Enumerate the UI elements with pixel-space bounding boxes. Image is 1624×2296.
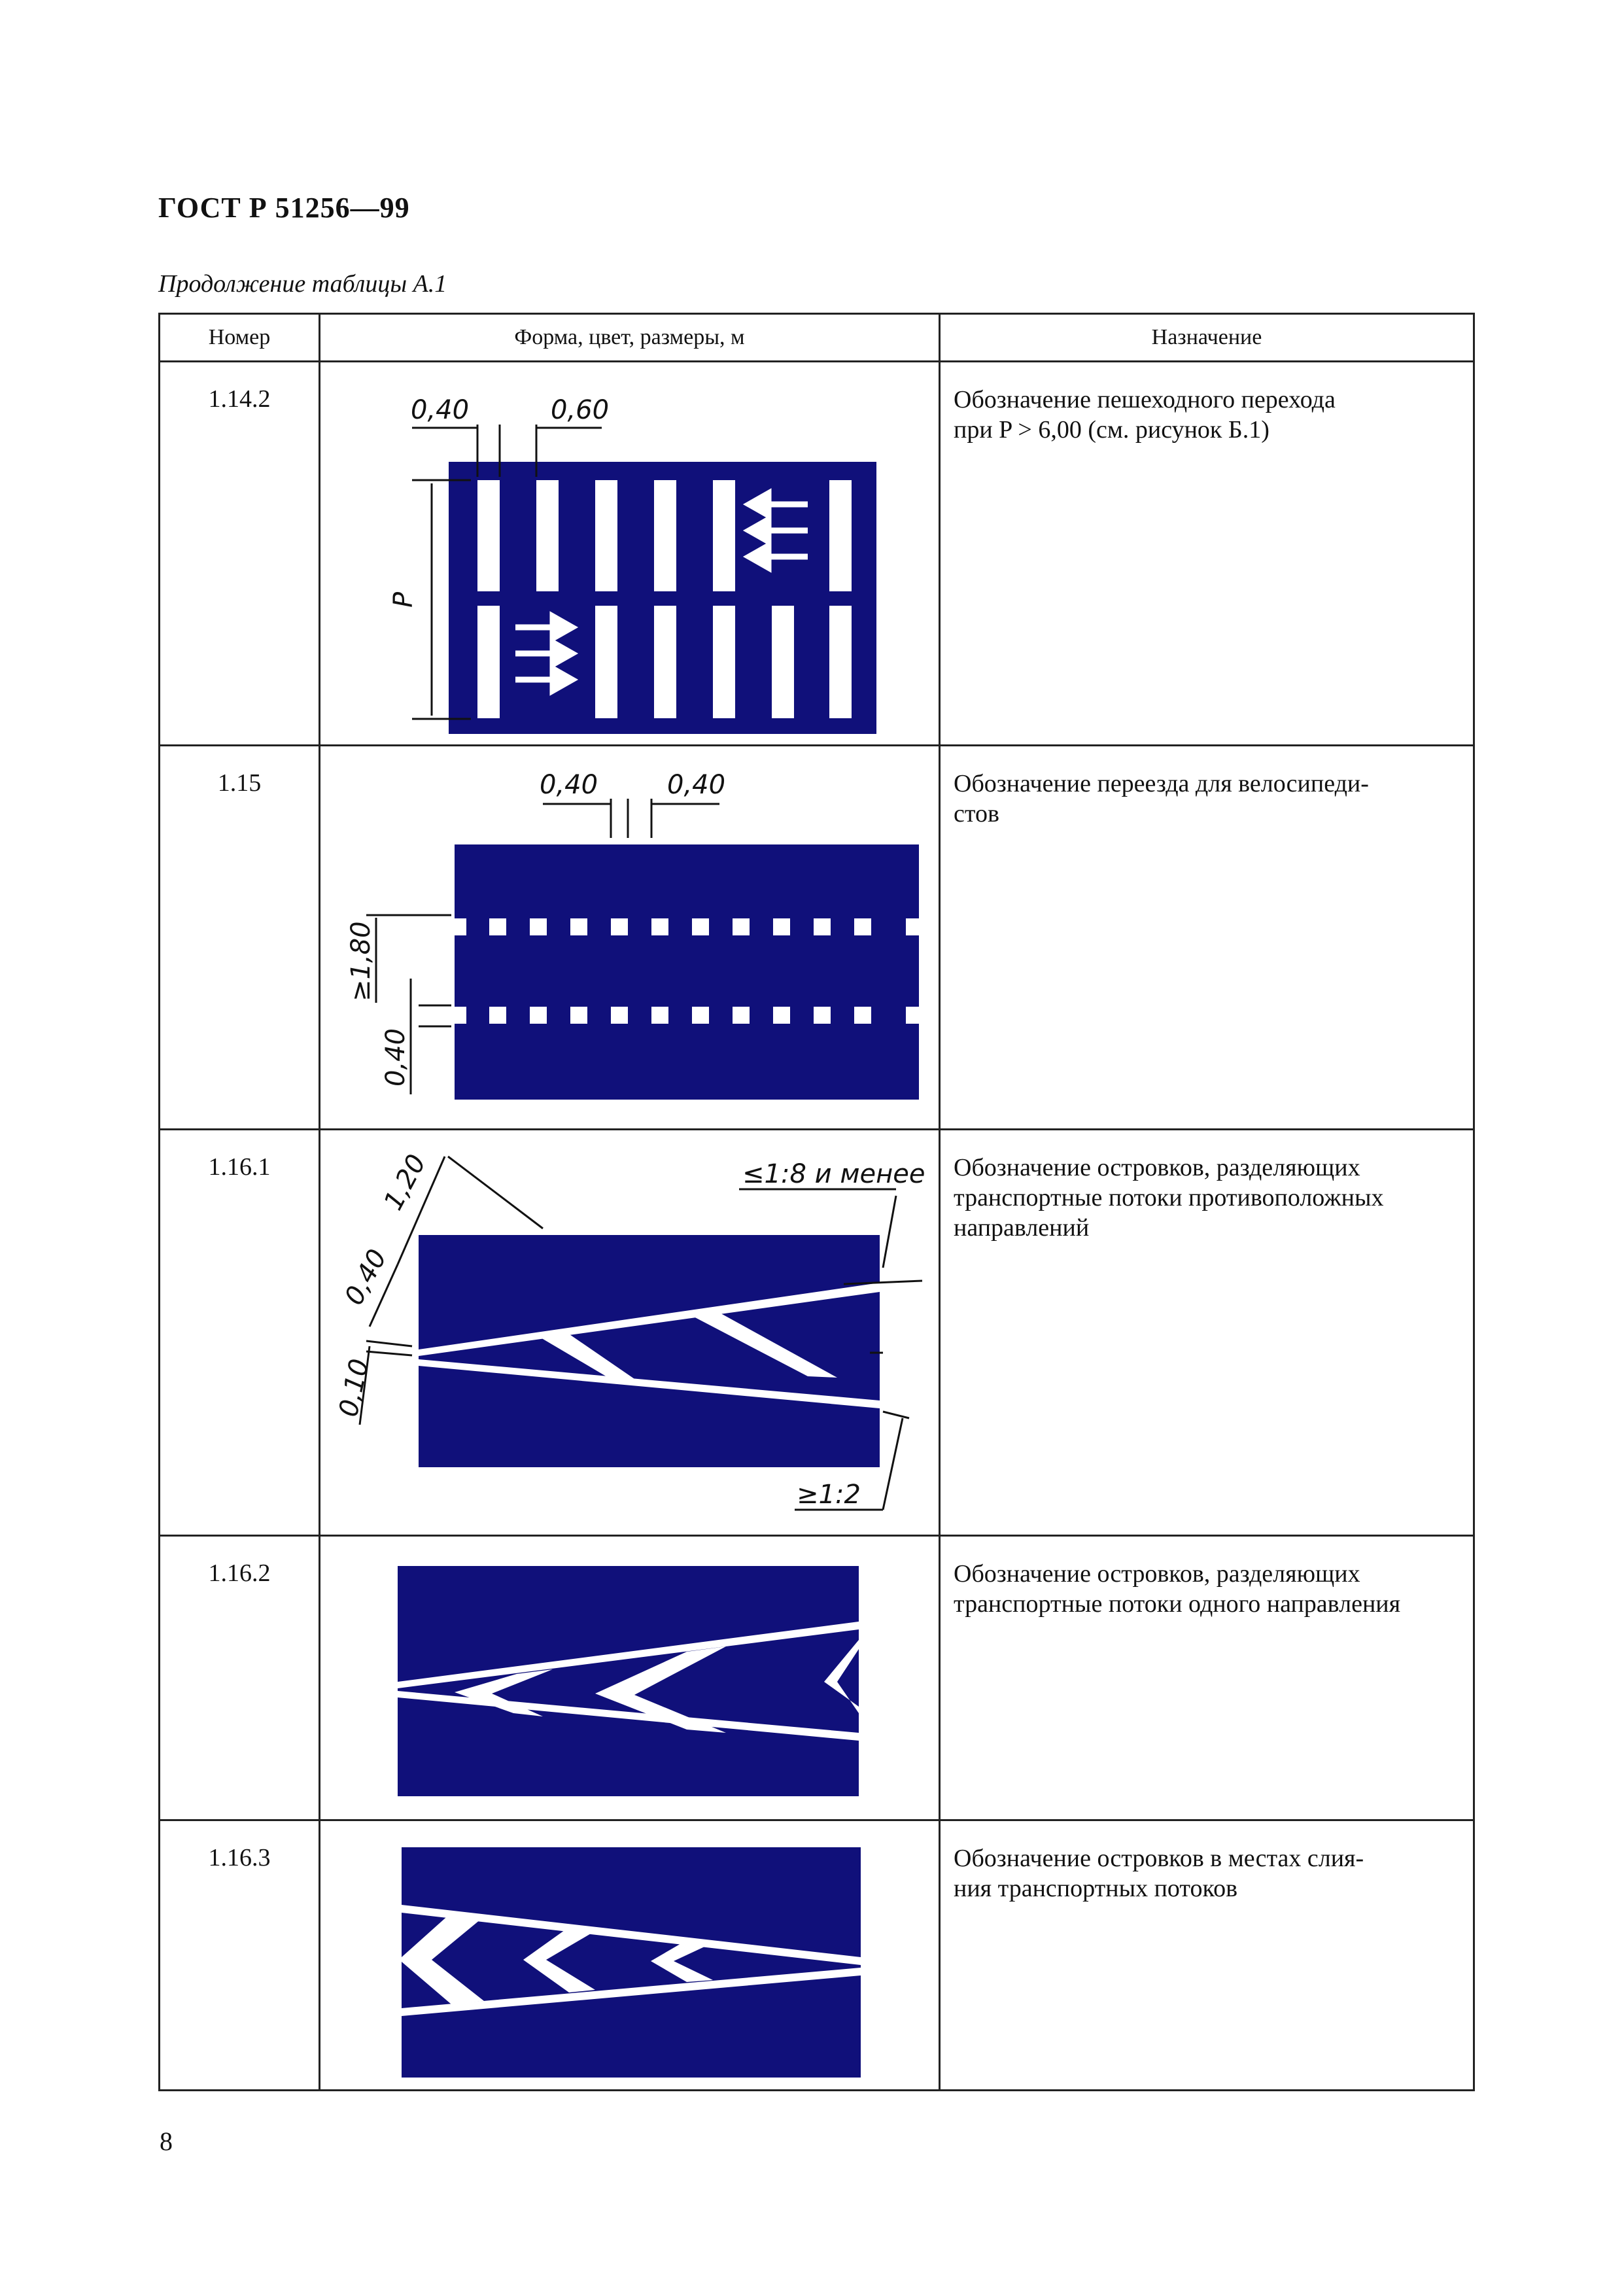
purpose-line: направлений xyxy=(954,1214,1090,1242)
dim-label: 0,40 xyxy=(540,770,598,800)
dim-label: 0,40 xyxy=(667,770,726,800)
table-header-row xyxy=(160,314,1474,362)
table-row xyxy=(160,746,1474,1130)
purpose-cell xyxy=(940,1130,1474,1536)
island-merging-figure xyxy=(320,1821,941,2089)
dim-label: ≥1:2 xyxy=(797,1480,861,1510)
purpose-line: Обозначение островков, разделяющих xyxy=(954,1560,1360,1588)
row-number: 1.16.2 xyxy=(160,1536,320,1820)
document-title: ГОСТ Р 51256—99 xyxy=(158,192,410,224)
table-row xyxy=(160,1820,1474,2091)
roadway-background xyxy=(402,1847,861,2078)
roadway-background xyxy=(419,1235,880,1467)
dim-label: 0,10 xyxy=(333,1356,375,1420)
purpose-line: транспортные потоки противоположных xyxy=(954,1184,1384,1211)
table-row xyxy=(160,1130,1474,1536)
purpose-line: Обозначение пешеходного перехода xyxy=(954,386,1336,413)
column-header-purpose: Назначение xyxy=(940,314,1474,362)
table-row xyxy=(160,1536,1474,1820)
column-header-shape: Форма, цвет, размеры, м xyxy=(320,314,940,362)
dim-label: ≥1,80 xyxy=(346,921,376,1001)
purpose-cell xyxy=(940,1536,1474,1820)
dim-label: P xyxy=(389,591,419,608)
purpose-line: ния транспортных потоков xyxy=(954,1875,1238,1902)
dim-label: 0,40 xyxy=(339,1244,393,1310)
island-opposite-directions-figure xyxy=(320,1130,941,1535)
dim-label: 0,40 xyxy=(381,1028,411,1087)
purpose-cell xyxy=(940,362,1474,746)
purpose-line: стов xyxy=(954,800,999,827)
dim-label: 0,60 xyxy=(551,395,610,425)
markings-table xyxy=(158,313,1475,2091)
purpose-cell xyxy=(940,746,1474,1130)
figure-cell xyxy=(320,1536,940,1820)
row-number: 1.14.2 xyxy=(160,362,320,746)
figure-cell xyxy=(320,1130,940,1536)
right-arrows-icon xyxy=(515,616,572,691)
figure-cell xyxy=(320,746,940,1130)
purpose-line: транспортные потоки одного направления xyxy=(954,1590,1401,1618)
crosswalk-figure xyxy=(320,362,941,744)
table-caption: Продолжение таблицы А.1 xyxy=(158,270,447,298)
figure-cell xyxy=(320,362,940,746)
column-header-number: Номер xyxy=(160,314,320,362)
row-number: 1.16.3 xyxy=(160,1820,320,2091)
table-row xyxy=(160,362,1474,746)
row-number: 1.16.1 xyxy=(160,1130,320,1536)
row-number: 1.15 xyxy=(160,746,320,1130)
roadway-background xyxy=(455,844,919,1100)
island-same-direction-figure xyxy=(320,1537,941,1819)
purpose-line: Обозначение островков, разделяющих xyxy=(954,1154,1360,1181)
dim-label: ≤1:8 и менее xyxy=(742,1159,925,1189)
purpose-line: Обозначение островков в местах слия- xyxy=(954,1845,1364,1872)
dim-label: 1,20 xyxy=(378,1149,432,1215)
figure-cell xyxy=(320,1820,940,2091)
purpose-line: при P > 6,00 (см. рисунок Б.1) xyxy=(954,416,1270,444)
purpose-cell xyxy=(940,1820,1474,2091)
left-arrows-icon xyxy=(749,493,808,568)
purpose-line: Обозначение переезда для велосипеди- xyxy=(954,770,1369,797)
dim-label: 0,40 xyxy=(411,395,470,425)
bicycle-crossing-figure xyxy=(320,746,941,1128)
page-number: 8 xyxy=(160,2127,173,2156)
